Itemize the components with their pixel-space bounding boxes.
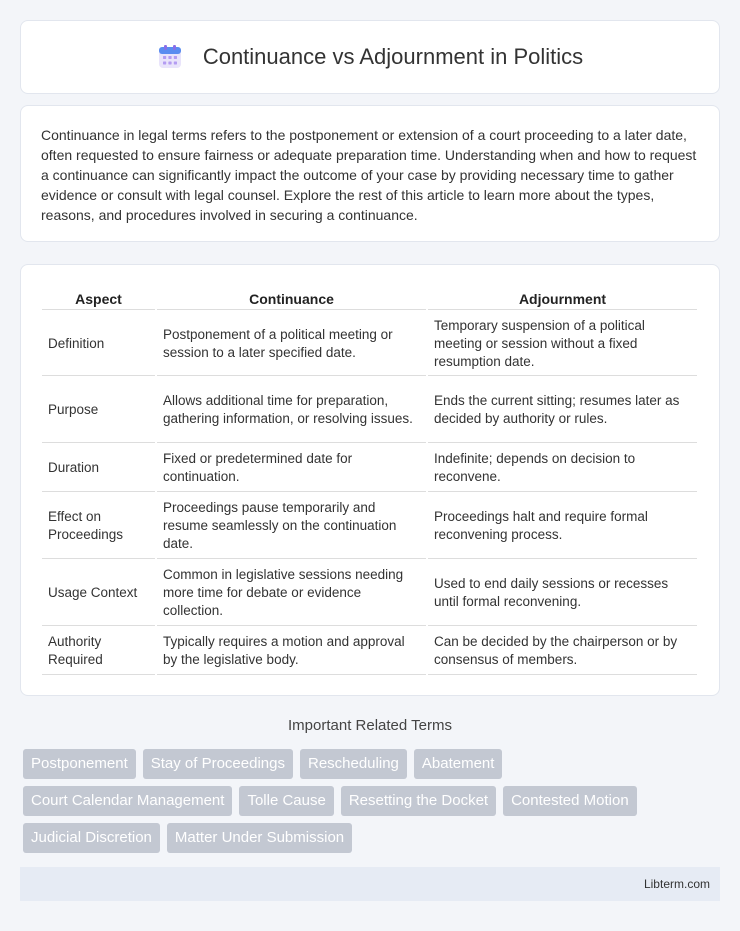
tag-court-calendar-management[interactable]: Court Calendar Management (23, 786, 232, 816)
calendar-icon (157, 44, 183, 70)
footer-site-link[interactable]: Libterm.com (643, 877, 710, 891)
page-title: Continuance vs Adjournment in Politics (202, 44, 584, 69)
tag-postponement[interactable]: Postponement (23, 749, 136, 779)
cell-aspect: Duration (42, 445, 155, 492)
cell-continuance: Common in legislative sessions needing more time for debate or evidence collection. (157, 561, 426, 626)
intro-card (20, 105, 720, 242)
table-row (42, 445, 697, 492)
column-header-aspect: Aspect (42, 287, 155, 310)
column-header-adjournment: Adjournment (428, 287, 697, 310)
tag-matter-under-submission[interactable]: Matter Under Submission (167, 823, 352, 853)
tag-judicial-discretion[interactable]: Judicial Discretion (23, 823, 160, 853)
table-row (42, 378, 697, 443)
table-row (42, 312, 697, 376)
tag-rescheduling[interactable]: Rescheduling (300, 749, 407, 779)
table-row (42, 494, 697, 559)
cell-continuance: Fixed or predetermined date for continuation. (157, 445, 426, 492)
footer (20, 867, 720, 901)
cell-continuance: Proceedings pause temporarily and resume seamlessly on the continuation date. (157, 494, 426, 559)
cell-continuance: Allows additional time for preparation, gathering information, or resolving issues. (157, 378, 426, 443)
cell-adjournment: Temporary suspension of a political meeting or session without a fixed resumption date. (428, 312, 697, 376)
related-terms-title: Important Related Terms (288, 717, 452, 734)
cell-adjournment: Proceedings halt and require formal reconvening process. (428, 494, 697, 559)
comparison-table (40, 285, 699, 677)
column-header-continuance: Continuance (157, 287, 426, 310)
cell-adjournment: Used to end daily sessions or recesses until formal reconvening. (428, 561, 697, 626)
related-terms-tags (23, 749, 723, 860)
intro-text: Continuance in legal terms refers to the postponement or extension of a court proceeding to a later date, often requested to ensure fairness or adequate preparation time. Understanding when and how to request a continuance can significantly impact the outcome of your case by providing necessary time to gather evidence or consult with legal counsel. Explore the rest of this article to learn more about the types, reasons, and procedures involved in securing a continuance. (41, 127, 697, 223)
header-card (20, 20, 720, 94)
tag-contested-motion[interactable]: Contested Motion (503, 786, 637, 816)
comparison-table-card (20, 264, 720, 696)
table-row (42, 628, 697, 675)
cell-adjournment: Ends the current sitting; resumes later as decided by authority or rules. (428, 378, 697, 443)
tag-stay-of-proceedings[interactable]: Stay of Proceedings (143, 749, 293, 779)
table-row (42, 561, 697, 626)
cell-aspect: Effect on Proceedings (42, 494, 155, 559)
cell-adjournment: Indefinite; depends on decision to reconvene. (428, 445, 697, 492)
cell-aspect: Purpose (42, 378, 155, 443)
tag-abatement[interactable]: Abatement (414, 749, 503, 779)
cell-continuance: Typically requires a motion and approval by the legislative body. (157, 628, 426, 675)
cell-aspect: Authority Required (42, 628, 155, 675)
table-header-row (42, 287, 697, 310)
tag-tolle-cause[interactable]: Tolle Cause (239, 786, 333, 816)
tag-resetting-the-docket[interactable]: Resetting the Docket (341, 786, 496, 816)
cell-adjournment: Can be decided by the chairperson or by consensus of members. (428, 628, 697, 675)
cell-aspect: Definition (42, 312, 155, 376)
cell-aspect: Usage Context (42, 561, 155, 626)
cell-continuance: Postponement of a political meeting or session to a later specified date. (157, 312, 426, 376)
